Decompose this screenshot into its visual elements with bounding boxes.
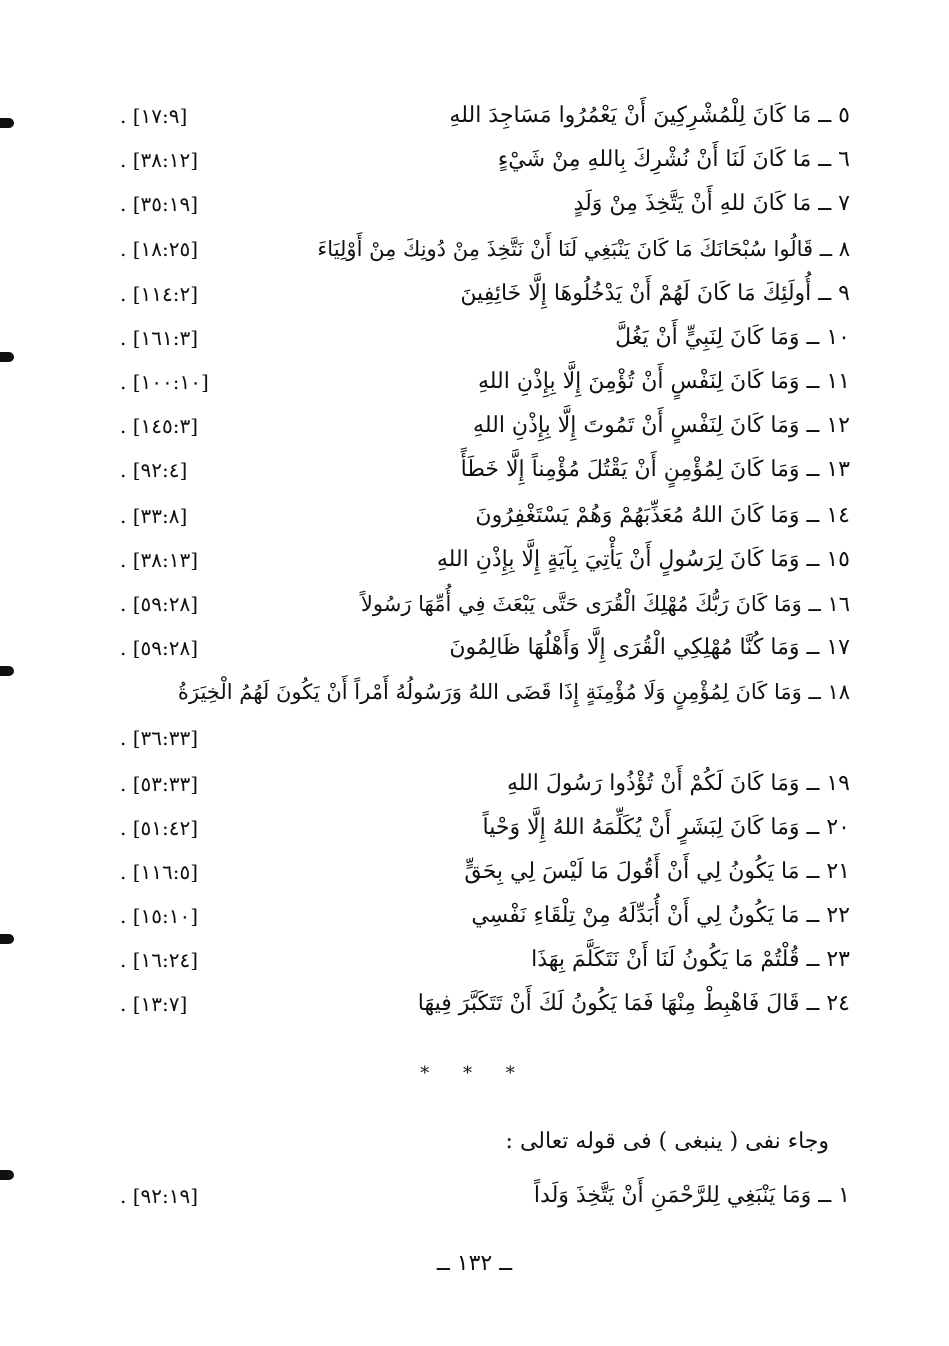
- verse-entry: [120, 140, 850, 180]
- verse-reference: [٥١:٤٢] .: [120, 816, 199, 840]
- verse-text: ١٢ ــ وَمَا كَانَ لِنَفْسٍ أَنْ تَمُوتَ إِلَّا بِإِذْنِ اللهِ: [473, 413, 850, 438]
- binding-mark: [0, 666, 14, 676]
- verse-reference: [١٦:٢٤] .: [120, 948, 199, 972]
- verse-reference: [٥٩:٢٨] .: [120, 636, 199, 660]
- section-intro: وجاء نفى ( ينبغى ) فى قوله تعالى :: [505, 1129, 829, 1154]
- verse-reference: [٩٢:٤] .: [120, 458, 188, 482]
- verse-reference: [١١٦:٥] .: [120, 860, 199, 884]
- verse-entry: [120, 274, 850, 314]
- verse-entry: [120, 940, 850, 980]
- verse-text: ١٧ ــ وَمَا كُنَّا مُهْلِكِي الْقُرَى إِلَّا وَأَهْلُهَا ظَالِمُونَ: [449, 635, 850, 660]
- verse-text: ٢٣ ــ قُلْتُمْ مَا يَكُونُ لَنَا أَنْ نَتَكَلَّمَ بِهَذَا: [531, 947, 850, 972]
- verse-reference: [٣٨:١٣] .: [120, 548, 199, 572]
- verse-entry: [120, 1176, 850, 1216]
- verse-text: ٢٤ ــ قَالَ فَاهْبِطْ مِنْهَا فَمَا يَكُونُ لَكَ أَنْ تَتَكَبَّرَ فِيهَا: [417, 991, 850, 1016]
- verse-reference: [١٧:٩] .: [120, 104, 188, 128]
- verse-entry: [120, 96, 850, 136]
- verse-reference: [١٠٠:١٠] .: [120, 370, 209, 394]
- verse-entry: [120, 896, 850, 936]
- verse-entry: [120, 764, 850, 804]
- verse-text: ٢٢ ــ مَا يَكُونُ لِي أَنْ أُبَدِّلَهُ مِنْ تِلْقَاءِ نَفْسِي: [471, 903, 850, 928]
- verse-entry: [120, 362, 850, 402]
- verse-reference: [١٣:٧] .: [120, 992, 188, 1016]
- verse-text: ١٠ ــ وَمَا كَانَ لِنَبِيٍّ أَنْ يَغُلَّ: [615, 325, 850, 350]
- verse-entry: [120, 229, 850, 269]
- verse-text: ١٨ ــ وَمَا كَانَ لِمُؤْمِنٍ وَلَا مُؤْمِنَةٍ إِذَا قَضَى اللهُ وَرَسُولُهُ أَمْراً أَنْ يَكُونَ لَهُمُ الْخِيَرَةُ: [177, 680, 850, 704]
- verse-reference: [٣٣:٨] .: [120, 504, 188, 528]
- verse-text: ٧ ــ مَا كَانَ للهِ أَنْ يَتَّخِذَ مِنْ وَلَدٍ: [573, 191, 850, 216]
- verse-text: ١٥ ــ وَمَا كَانَ لِرَسُولٍ أَنْ يَأْتِيَ بِآيَةٍ إِلَّا بِإِذْنِ اللهِ: [436, 547, 850, 572]
- verse-reference: [٥٣:٣٣] .: [120, 772, 199, 796]
- verse-entry: [120, 450, 850, 490]
- verse-reference: [٣٥:١٩] .: [120, 192, 199, 216]
- verse-entry: [120, 184, 850, 224]
- verse-text: ١٤ ــ وَمَا كَانَ اللهُ مُعَذِّبَهُمْ وَهُمْ يَسْتَغْفِرُونَ: [475, 503, 850, 528]
- verse-text: ١٣ ــ وَمَا كَانَ لِمُؤْمِنٍ أَنْ يَقْتُلَ مُؤْمِناً إِلَّا خَطَأً: [460, 457, 850, 482]
- verse-entry: [120, 628, 850, 668]
- verse-reference: [٩٢:١٩] .: [120, 1184, 199, 1208]
- binding-mark: [0, 118, 14, 128]
- binding-mark: [0, 1170, 14, 1180]
- verse-entry: [120, 496, 850, 536]
- verse-text: ٢٠ ــ وَمَا كَانَ لِبَشَرٍ أَنْ يُكَلِّمَهُ اللهُ إِلَّا وَحْياً: [482, 815, 850, 840]
- verse-reference: [١٦١:٣] .: [120, 326, 199, 350]
- verse-reference: [١٥:١٠] .: [120, 904, 199, 928]
- verse-text: ١٦ ــ وَمَا كَانَ رَبُّكَ مُهْلِكَ الْقُرَى حَتَّى يَبْعَثَ فِي أُمِّهَا رَسُولاً: [360, 592, 850, 616]
- verse-entry: [120, 540, 850, 580]
- verse-reference: [٣٦:٣٣] .: [120, 726, 199, 750]
- verse-reference: [٥٩:٢٨] .: [120, 592, 199, 616]
- verse-text: ١٩ ــ وَمَا كَانَ لَكُمْ أَنْ تُؤْذُوا رَسُولَ اللهِ: [506, 771, 850, 796]
- section-separator: * * *: [420, 1063, 529, 1084]
- verse-text: ٦ ــ مَا كَانَ لَنَا أَنْ نُشْرِكَ بِاللهِ مِنْ شَيْءٍ: [497, 147, 850, 172]
- verse-entry: [120, 984, 850, 1024]
- verse-text: ١١ ــ وَمَا كَانَ لِنَفْسٍ أَنْ تُؤْمِنَ إِلَّا بِإِذْنِ اللهِ: [477, 369, 850, 394]
- verse-entry: [120, 318, 850, 358]
- verse-reference: [١٤٥:٣] .: [120, 414, 199, 438]
- verse-text: ١ ــ وَمَا يَنْبَغِي لِلرَّحْمَنِ أَنْ يَتَّخِذَ وَلَداً: [533, 1183, 850, 1208]
- binding-mark: [0, 352, 14, 362]
- verse-entry: [120, 406, 850, 446]
- verse-text: ٥ ــ مَا كَانَ لِلْمُشْرِكِينَ أَنْ يَعْمُرُوا مَسَاجِدَ اللهِ: [449, 103, 850, 128]
- verse-text: ٢١ ــ مَا يَكُونُ لِي أَنْ أَقُولَ مَا لَيْسَ لِي بِحَقٍّ: [464, 859, 850, 884]
- binding-mark: [0, 934, 14, 944]
- verse-text: ٨ ــ قَالُوا سُبْحَانَكَ مَا كَانَ يَنْبَغِي لَنَا أَنْ نَتَّخِذَ مِنْ دُونِكَ مِنْ أَوْلِيَاءَ: [317, 237, 850, 261]
- verse-entry: [120, 584, 850, 624]
- verse-entry: [120, 852, 850, 892]
- verse-reference: [٣٨:١٢] .: [120, 148, 199, 172]
- verse-entry: [120, 718, 850, 758]
- page-number: ــ ١٣٢ ــ: [436, 1251, 513, 1276]
- verse-text: ٩ ــ أُولَئِكَ مَا كَانَ لَهُمْ أَنْ يَدْخُلُوهَا إِلَّا خَائِفِينَ: [460, 281, 850, 306]
- verse-reference: [١٨:٢٥] .: [120, 237, 199, 261]
- verse-entry: [120, 808, 850, 848]
- verse-entry: [120, 672, 850, 712]
- verse-reference: [١١٤:٢] .: [120, 282, 199, 306]
